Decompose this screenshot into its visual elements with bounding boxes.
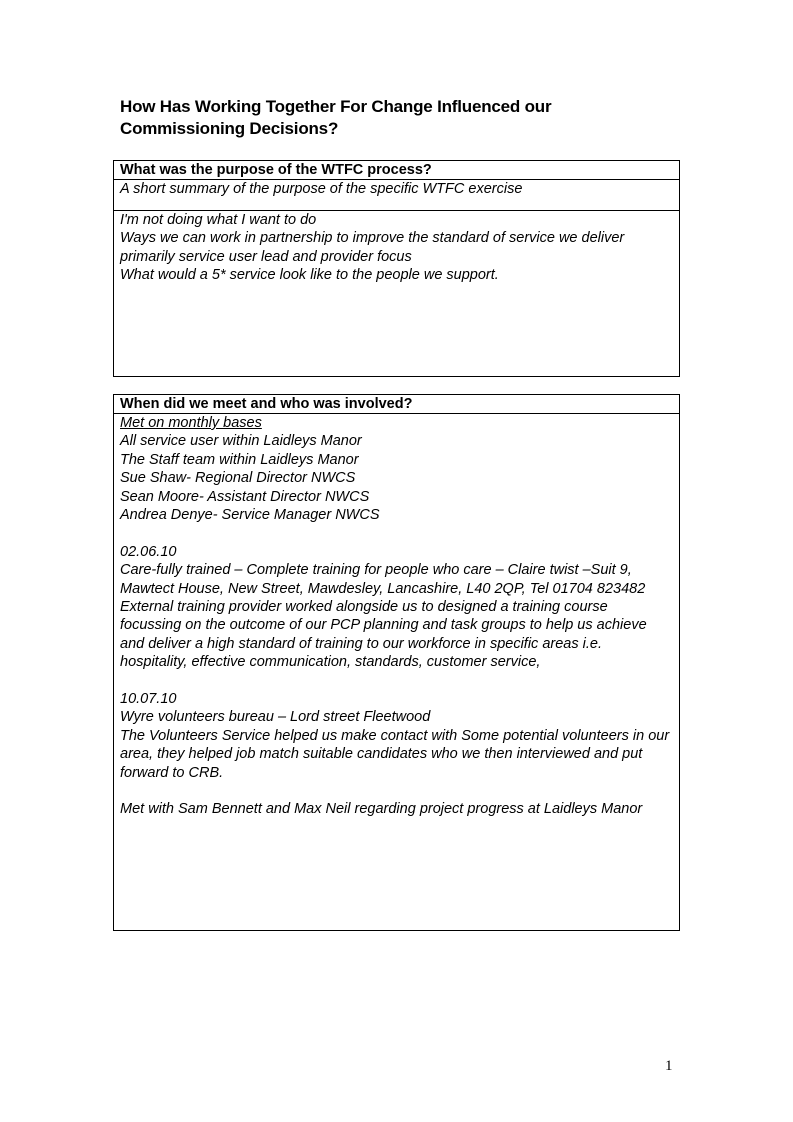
meetings-heading: When did we meet and who was involved? xyxy=(114,395,679,414)
meetings-line: 10.07.10 xyxy=(120,691,177,708)
page-title: How Has Working Together For Change Influenced our Commissioning Decisions? xyxy=(120,97,552,138)
purpose-line: What would a 5* service look like to the people we support. xyxy=(120,267,499,284)
meetings-blank-line xyxy=(120,672,671,690)
purpose-subheading: A short summary of the purpose of the specific WTFC exercise xyxy=(114,180,679,211)
purpose-line: Ways we can work in partnership to improve the standard of service we deliver primarily service user lead and provider focus xyxy=(120,230,625,265)
meetings-line: Sue Shaw- Regional Director NWCS xyxy=(120,470,356,487)
meetings-line: Wyre volunteers bureau – Lord street Fleetwood xyxy=(120,709,431,726)
purpose-heading: What was the purpose of the WTFC process? xyxy=(114,161,679,180)
page-number: 1 xyxy=(665,1058,673,1074)
meetings-line: The Staff team within Laidleys Manor xyxy=(120,451,359,468)
meetings-body xyxy=(114,414,679,819)
meetings-line: The Volunteers Service helped us make contact with Some potential volunteers in our area, they helped job match suitable candidates who we then interviewed and put forward to CRB. xyxy=(120,727,670,781)
meetings-section xyxy=(113,394,680,931)
meetings-line: Met with Sam Bennett and Max Neil regarding project progress at Laidleys Manor xyxy=(120,801,643,818)
purpose-line: I'm not doing what I want to do xyxy=(120,212,317,228)
meetings-line: 02.06.10 xyxy=(120,543,177,560)
meetings-line: Care-fully trained – Complete training for people who care – Claire twist –Suit 9, Mawtect House, New Street, Mawdesley, Lancashire, L40 2QP, Tel 01704 823482 External training provider worked alongside us to designed a training course focussing on the outcome of our PCP planning and task groups to help us achieve and deliver a high standard of training to our workforce in specific areas i.e. hospitality, effective communication, standards, customer service, xyxy=(120,562,647,671)
meetings-line: Andrea Denye- Service Manager NWCS xyxy=(120,507,380,524)
purpose-section xyxy=(113,160,680,377)
meetings-blank-line xyxy=(120,524,671,542)
meetings-line: Sean Moore- Assistant Director NWCS xyxy=(120,488,370,505)
purpose-body xyxy=(114,211,679,285)
meetings-line: All service user within Laidleys Manor xyxy=(120,433,362,450)
meetings-blank-line xyxy=(120,782,671,800)
meetings-line: Met on monthly bases xyxy=(120,415,262,431)
